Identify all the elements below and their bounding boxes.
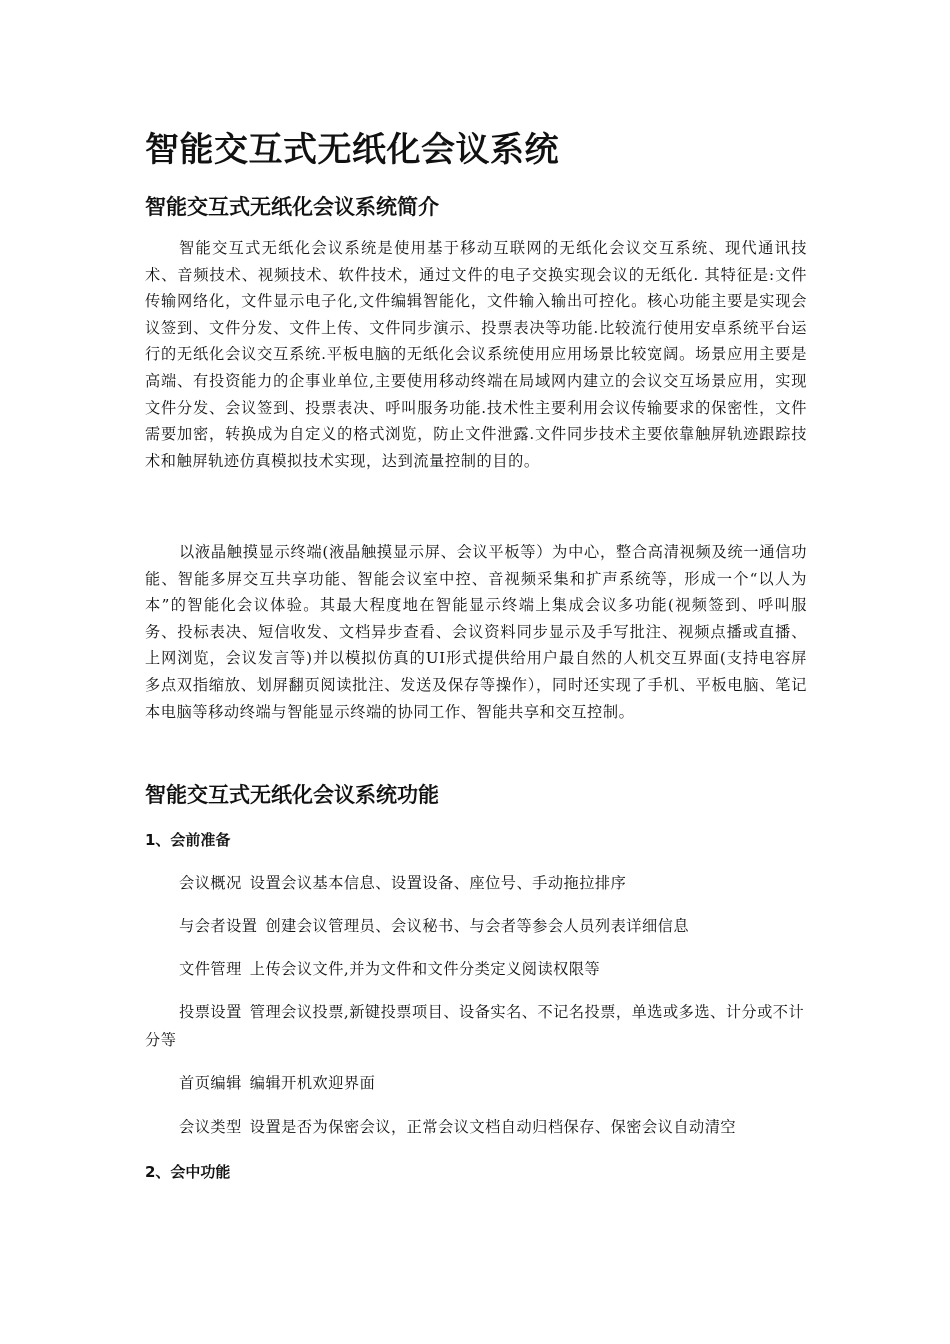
list-item <box>145 1069 807 1097</box>
document-title: 智能交互式无纸化会议系统 <box>145 130 559 170</box>
item-desc: 设置会议基本信息、设置设备、座位号、手动拖拉排序 <box>249 874 627 892</box>
section-heading-intro: 智能交互式无纸化会议系统简介 <box>145 195 439 219</box>
intro-paragraph-1: 智能交互式无纸化会议系统是使用基于移动互联网的无纸化会议交互系统、现代通讯技术、音频技术、视频技术、软件技术，通过文件的电子交换实现会议的无纸化. 其特征是:文件传输网络化，文件显示电子化,文件编辑智能化，文件输入输出可控化。核心功能主要是实现会议签到、文件分发、文件上传、文件同步演示、投票表决等功能.比较流行使用安卓系统平台运行的无纸化会议交互系统.平板电脑的无纸化会议系统使用应用场景比较宽阔。场景应用主要是高端、有投资能力的企事业单位,主要使用移动终端在局域网内建立的会议交互场景应用，实现文件分发、会议签到、投票表决、呼叫服务功能.技术性主要利用会议传输要求的保密性，文件需要加密，转换成为自定义的格式浏览，防止文件泄露.文件同步技术主要依靠触屏轨迹跟踪技术和触屏轨迹仿真模拟技术实现，达到流量控制的目的。 <box>145 239 807 470</box>
item-term: 首页编辑 <box>179 1074 242 1092</box>
item-desc: 编辑开机欢迎界面 <box>249 1074 376 1092</box>
subsection-heading-in-meeting: 2、会中功能 <box>145 1163 231 1181</box>
list-item <box>145 912 807 940</box>
item-term: 会议类型 <box>179 1118 242 1136</box>
item-desc: 设置是否为保密会议，正常会议文档自动归档保存、保密会议自动清空 <box>249 1118 737 1136</box>
section-heading-features: 智能交互式无纸化会议系统功能 <box>145 783 439 807</box>
list-item <box>145 998 807 1054</box>
item-term: 文件管理 <box>179 960 242 978</box>
item-term: 投票设置 <box>179 1003 242 1021</box>
item-desc: 管理会议投票,新键投票项目、设备实名、不记名投票，单选或多选、计分或不计分等 <box>145 1003 805 1049</box>
item-desc: 创建会议管理员、会议秘书、与会者等参会人员列表详细信息 <box>265 917 689 935</box>
list-item <box>145 1113 807 1141</box>
item-desc: 上传会议文件,并为文件和文件分类定义阅读权限等 <box>249 960 601 978</box>
list-item <box>145 955 807 983</box>
item-term: 与会者设置 <box>179 917 258 935</box>
item-term: 会议概况 <box>179 874 242 892</box>
intro-paragraph-2: 以液晶触摸显示终端(液晶触摸显示屏、会议平板等）为中心，整合高清视频及统一通信功能、智能多屏交互共享功能、智能会议室中控、音视频采集和扩声系统等，形成一个“以人为本”的智能化会议体验。其最大程度地在智能显示终端上集成会议多功能(视频签到、呼叫服务、投标表决、短信收发、文档异步查看、会议资料同步显示及手写批注、视频点播或直播、上网浏览，会议发言等)并以模拟仿真的UI形式提供给用户最自然的人机交互界面(支持电容屏多点双指缩放、划屏翻页阅读批注、发送及保存等操作），同时还实现了手机、平板电脑、笔记本电脑等移动终端与智能显示终端的协同工作、智能共享和交互控制。 <box>145 543 807 721</box>
list-item <box>145 869 807 897</box>
subsection-heading-pre-meeting: 1、会前准备 <box>145 831 231 849</box>
